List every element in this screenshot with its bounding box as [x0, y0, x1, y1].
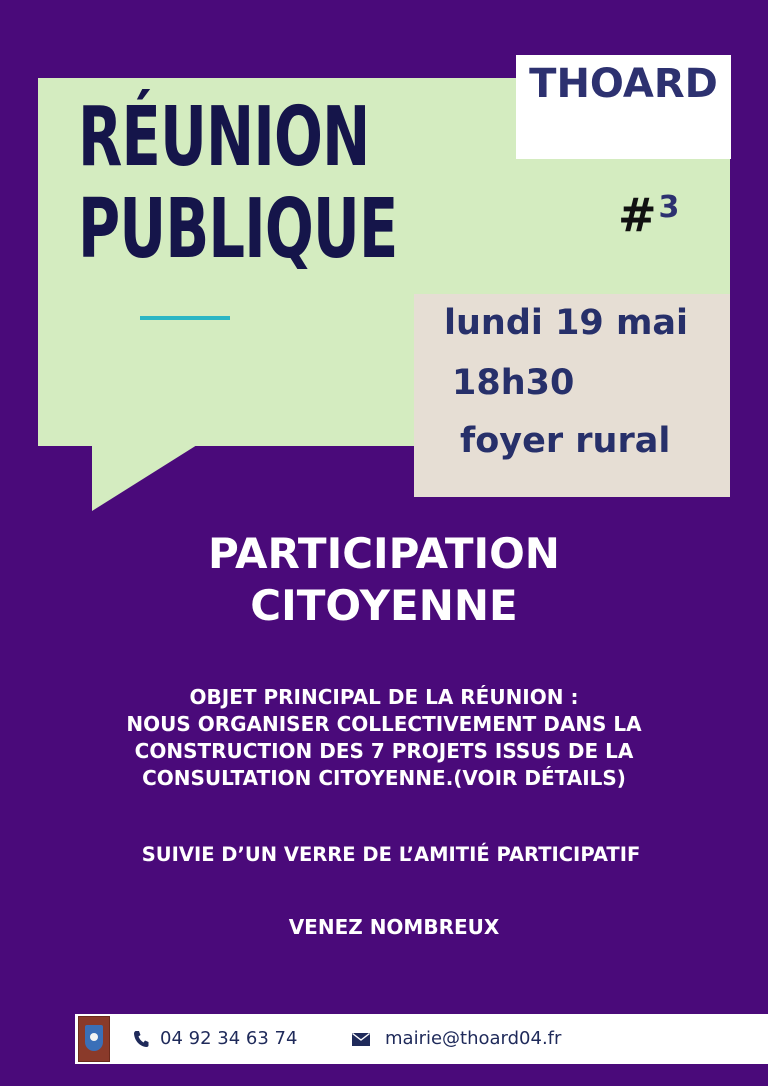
- email-address[interactable]: mairie@thoard04.fr: [385, 1028, 562, 1049]
- title-line-2: PUBLIQUE: [78, 182, 398, 277]
- city-label-box: [516, 55, 731, 159]
- poster-title: [78, 92, 397, 276]
- city-name: THOARD: [529, 61, 718, 107]
- objective-line-2: NOUS ORGANISER COLLECTIVEMENT DANS LA: [126, 712, 642, 736]
- main-heading: [0, 528, 768, 632]
- title-line-1: RÉUNION: [78, 90, 370, 185]
- heading-line-1: PARTICIPATION: [208, 529, 560, 578]
- accent-divider: [140, 316, 230, 320]
- event-info-box: [414, 294, 730, 497]
- invitation-text: VENEZ NOMBREUX: [288, 915, 500, 939]
- phone-icon: [133, 1030, 149, 1048]
- event-place: foyer rural: [460, 421, 671, 461]
- edition-digit: 3: [658, 190, 680, 225]
- phone-number[interactable]: 04 92 34 63 74: [160, 1028, 298, 1049]
- meeting-objective: [60, 684, 708, 792]
- edition-number: [618, 180, 679, 243]
- crest-shield: [85, 1025, 103, 1051]
- edition-hash: #: [618, 188, 657, 242]
- event-date: lundi 19 mai: [444, 303, 689, 343]
- event-time: 18h30: [452, 363, 575, 403]
- objective-line-3: CONSTRUCTION DES 7 PROJETS ISSUS DE LA: [134, 739, 634, 763]
- speech-bubble-tail: [92, 445, 197, 511]
- envelope-icon: [352, 1033, 370, 1046]
- followup-note: SUIVIE D’UN VERRE DE L’AMITIÉ PARTICIPATIF: [141, 843, 641, 866]
- town-crest-icon: [78, 1016, 110, 1062]
- heading-line-2: CITOYENNE: [250, 581, 518, 630]
- objective-line-4: CONSULTATION CITOYENNE.(VOIR DÉTAILS): [142, 766, 626, 790]
- objective-line-1: OBJET PRINCIPAL DE LA RÉUNION :: [189, 685, 579, 709]
- contact-footer: [75, 1014, 768, 1064]
- crest-emblem: [90, 1033, 98, 1041]
